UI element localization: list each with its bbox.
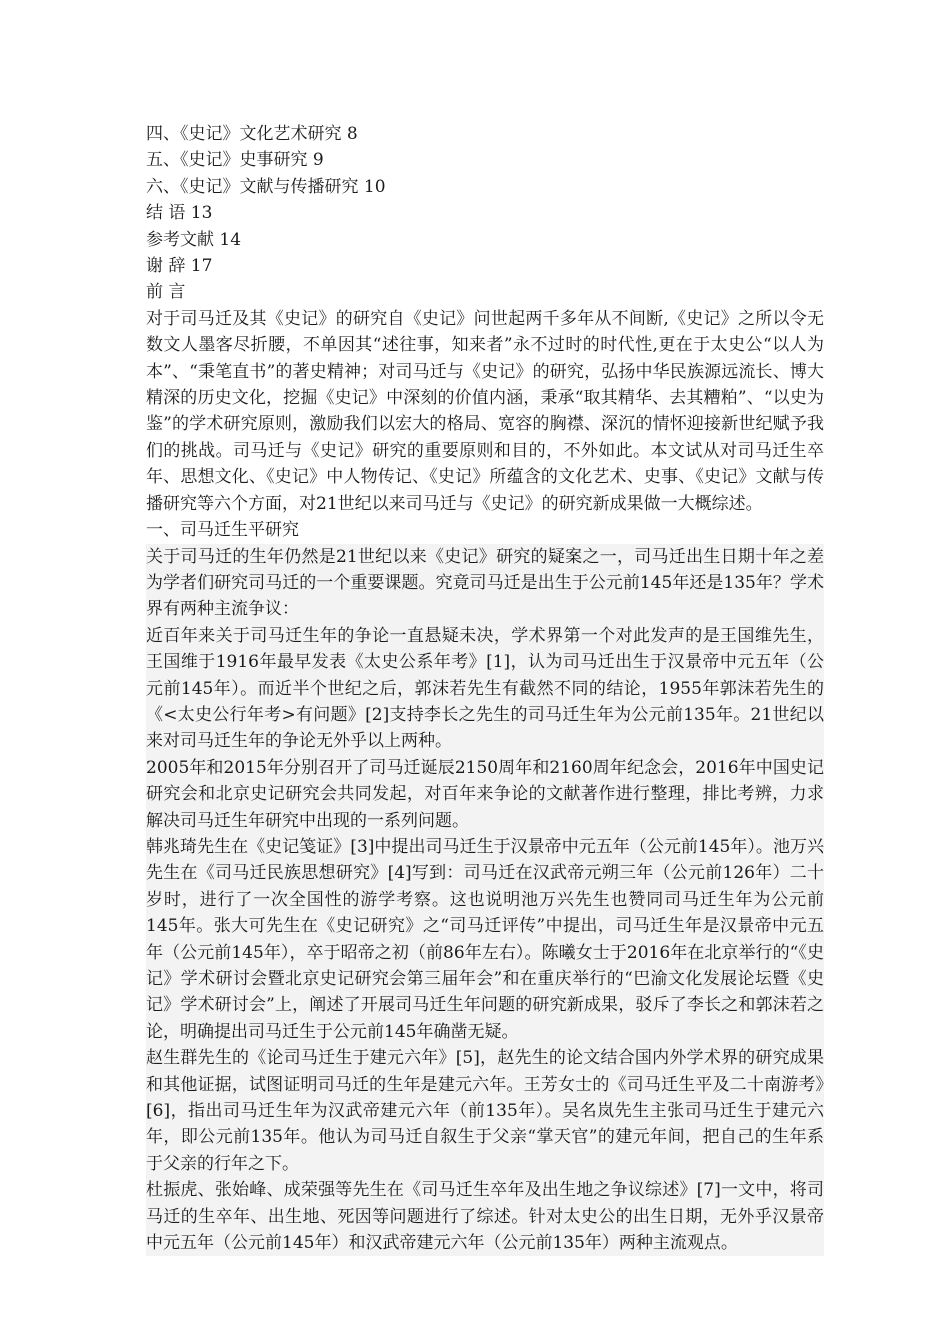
- section-1-paragraph-1: 关于司马迁的生年仍然是21世纪以来《史记》研究的疑案之一，司马迁出生日期十年之差为学者们研究司马迁的一个重要课题。究竟司马迁是出生于公元前145年还是135年？学术界有两种主流争议：: [146, 544, 824, 623]
- section-1-heading: 一、司马迁生平研究: [146, 520, 299, 541]
- toc-entry-references: 参考文献 14: [146, 229, 242, 250]
- toc-entry-6: 六、《史记》文献与传播研究 10: [146, 176, 386, 197]
- toc-entry-conclusion: 结 语 13: [146, 203, 213, 224]
- section-1-paragraph-6: 杜振虎、张始峰、成荣强等先生在《司马迁生卒年及出生地之争议综述》[7]一文中，将司马迁的生卒年、出生地、死因等问题进行了综述。针对太史公的出生日期，无外乎汉景帝中元五年（公元前145年）和汉武帝建元六年（公元前135年）两种主流观点。: [146, 1177, 824, 1256]
- document-body: [146, 121, 824, 1256]
- preface-paragraph: 对于司马迁及其《史记》的研究自《史记》问世起两千多年从不间断,《史记》之所以令无数文人墨客尽折腰，不单因其“述往事，知来者”永不过时的时代性,更在于太史公“以人为本”、“秉笔直书”的著史精神；对司马迁与《史记》的研究，弘扬中华民族源远流长、博大精深的历史文化，挖掘《史记》中深刻的价值内涵，秉承“取其精华、去其糟粕”、“以史为鉴”的学术研究原则，激励我们以宏大的格局、宽容的胸襟、深沉的情怀迎接新世纪赋予我们的挑战。司马迁与《史记》研究的重要原则和目的，不外如此。本文试从对司马迁生卒年、思想文化、《史记》中人物传记、《史记》所蕴含的文化艺术、史事、《史记》文献与传播研究等六个方面，对21世纪以来司马迁与《史记》的研究新成果做一大概综述。: [146, 308, 824, 514]
- toc-entry-4: 四、《史记》文化艺术研究 8: [146, 124, 358, 144]
- toc-entry-5: 五、《史记》史事研究 9: [146, 150, 324, 171]
- toc-entry-acknowledgements: 谢 辞 17: [146, 256, 213, 277]
- section-1-paragraph-5: 赵生群先生的《论司马迁生于建元六年》[5]，赵先生的论文结合国内外学术界的研究成果和其他证据，试图证明司马迁的生年是建元六年。王芳女士的《司马迁生平及二十南游考》[6]，指出司马迁生年为汉武帝建元六年（前135年）。吴名岚先生主张司马迁生于建元六年，即公元前135年。他认为司马迁自叙生于父亲“掌天官”的建元年间，把自己的生年系于父亲的行年之下。: [146, 1045, 824, 1177]
- section-1-paragraph-4: 韩兆琦先生在《史记笺证》[3]中提出司马迁生于汉景帝中元五年（公元前145年）。池万兴先生在《司马迁民族思想研究》[4]写到：司马迁在汉武帝元朔三年（公元前126年）二十岁时，进行了一次全国性的游学考察。这也说明池万兴先生也赞同司马迁生年为公元前145年。张大可先生在《史记研究》之“司马迁评传”中提出，司马迁生年是汉景帝中元五年（公元前145年），卒于昭帝之初（前86年左右）。陈曦女士于2016年在北京举行的“《史记》学术研讨会暨北京史记研究会第三届年会”和在重庆举行的“巴渝文化发展论坛暨《史记》学术研讨会”上，阐述了开展司马迁生年问题的研究新成果，驳斥了李长之和郭沫若之论，明确提出司马迁生于公元前145年确凿无疑。: [146, 834, 824, 1045]
- section-1-paragraph-3: 2005年和2015年分别召开了司马迁诞辰2150周年和2160周年纪念会，2016年中国史记研究会和北京史记研究会共同发起，对百年来争论的文献著作进行整理，排比考辨，力求解决司马迁生年研究中出现的一系列问题。: [146, 755, 824, 834]
- section-1-paragraph-2: 近百年来关于司马迁生年的争论一直悬疑未决，学术界第一个对此发声的是王国维先生，王国维于1916年最早发表《太史公系年考》[1]，认为司马迁出生于汉景帝中元五年（公元前145年）。而近半个世纪之后，郭沫若先生有截然不同的结论，1955年郭沫若先生的《<太史公行年考>有问题》[2]支持李长之先生的司马迁生年为公元前135年。21世纪以来对司马迁生年的争论无外乎以上两种。: [146, 623, 824, 755]
- preface-heading: 前 言: [146, 282, 186, 303]
